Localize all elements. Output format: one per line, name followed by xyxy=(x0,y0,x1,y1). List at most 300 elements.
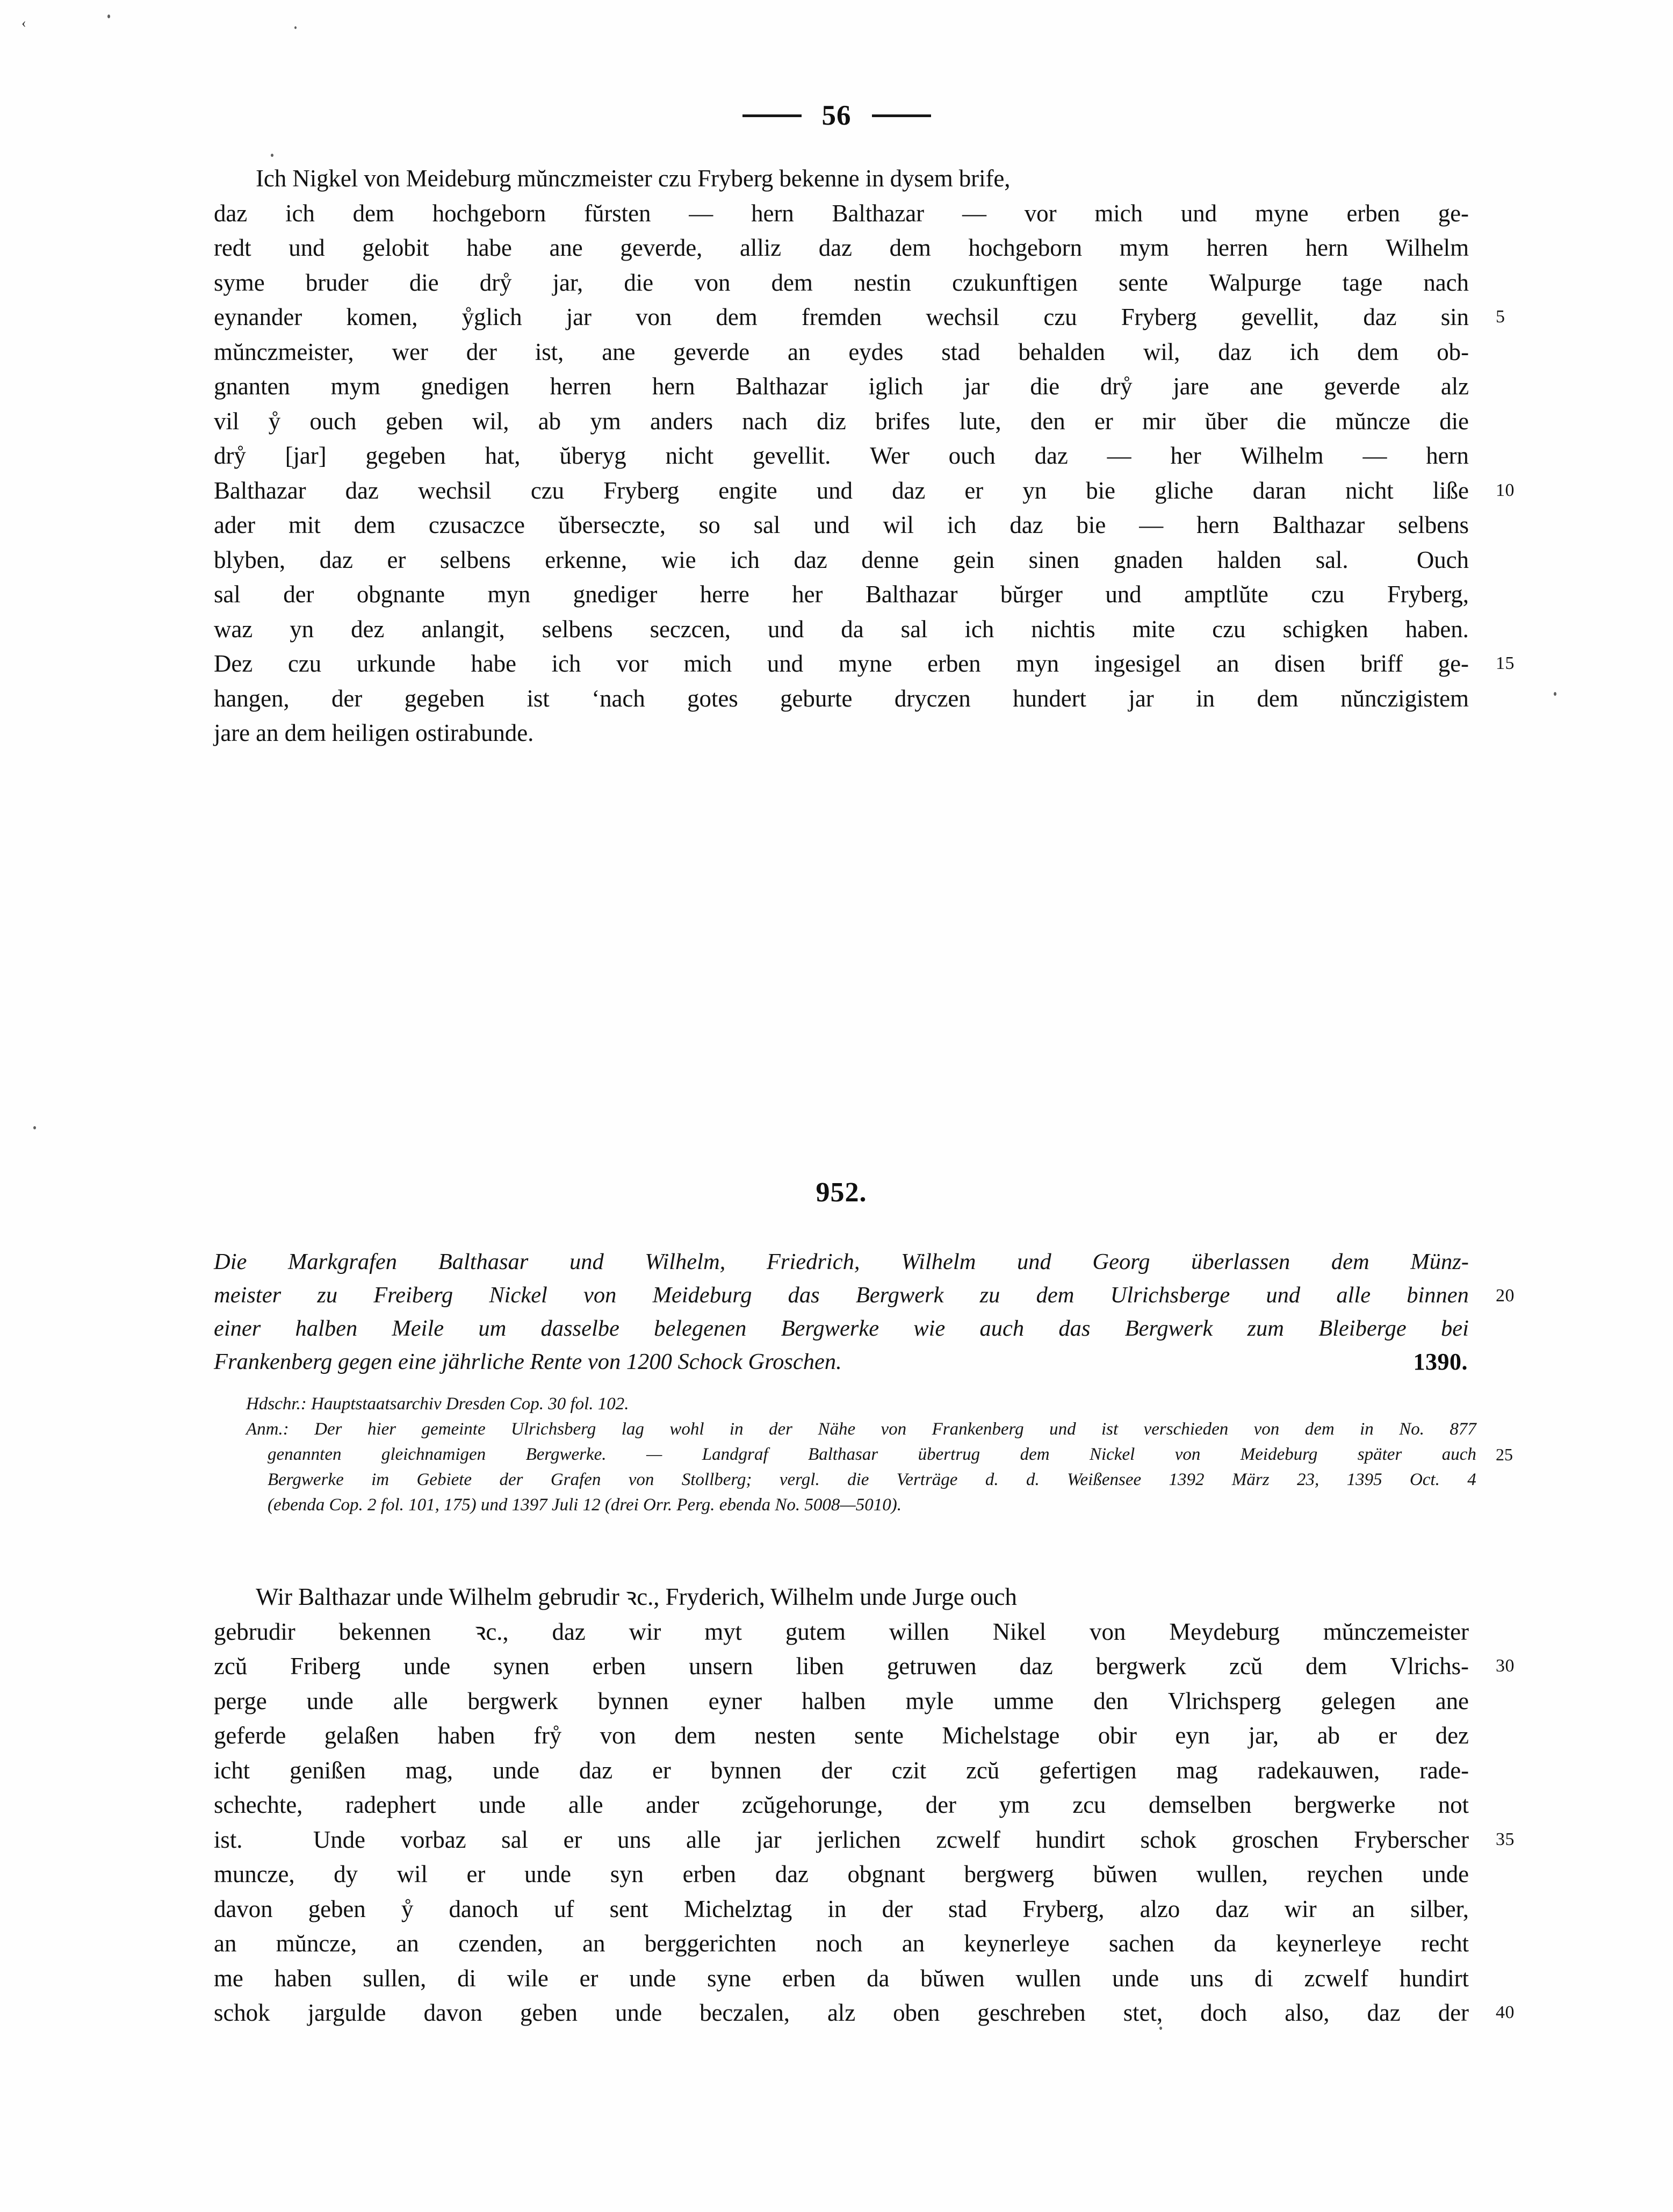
word: jar xyxy=(756,1826,782,1853)
word: hundert xyxy=(1013,685,1086,712)
word: ouch xyxy=(309,407,357,435)
word: in xyxy=(827,1895,847,1922)
line-text: Frankenberg gegen eine jährliche Rente von 1200 Schock Groschen. xyxy=(214,1349,842,1374)
word: nicht xyxy=(1345,477,1394,504)
word: Walpurge xyxy=(1209,269,1302,296)
text-line xyxy=(214,404,1469,439)
word: mŭnczmeister, xyxy=(214,338,354,365)
word: daz xyxy=(1009,511,1043,538)
text-line xyxy=(214,612,1469,647)
word: gebrudir xyxy=(214,1618,295,1645)
word: daz xyxy=(892,477,926,504)
word: ist, xyxy=(535,338,564,365)
word: doch xyxy=(1200,1999,1247,2026)
word: und xyxy=(813,511,850,538)
word: schigken xyxy=(1282,615,1368,643)
word: daz xyxy=(1215,1895,1249,1922)
word: geverde xyxy=(1324,373,1400,400)
word: daz xyxy=(775,1861,809,1887)
word: beczalen, xyxy=(700,1999,790,2026)
word: her xyxy=(792,581,823,608)
word: selbens xyxy=(1398,511,1469,538)
word: [jar] xyxy=(285,442,327,469)
word: not xyxy=(1438,1791,1469,1818)
word: Michelztag xyxy=(683,1895,792,1922)
word: halben xyxy=(802,1687,866,1714)
word: Nähe xyxy=(818,1420,856,1439)
word: von xyxy=(1174,1445,1201,1464)
text-line xyxy=(214,1718,1469,1753)
word: — xyxy=(1362,442,1387,469)
word: der xyxy=(925,1791,956,1818)
word: disen xyxy=(1274,650,1325,677)
word: hern xyxy=(751,199,794,227)
word: dryczen xyxy=(894,685,971,712)
word: rade- xyxy=(1419,1756,1469,1784)
word: von xyxy=(628,1470,654,1489)
word: gelobit xyxy=(362,234,429,261)
apparatus-line xyxy=(246,1493,1476,1518)
word: Balthazar xyxy=(865,581,958,608)
word: Wer xyxy=(870,442,910,469)
word: stad xyxy=(948,1895,987,1922)
word: sente xyxy=(854,1722,904,1749)
word: zcwelf xyxy=(936,1826,1000,1853)
word: radephert xyxy=(345,1791,436,1818)
word: lag xyxy=(621,1420,644,1439)
word: dem xyxy=(354,511,395,538)
word: daz xyxy=(1034,442,1068,469)
word: der xyxy=(466,338,497,365)
word: gegeben xyxy=(404,685,485,712)
word: gliche xyxy=(1155,477,1214,504)
word: ist xyxy=(527,685,550,712)
word: drẙ xyxy=(214,442,246,469)
word: Nickel xyxy=(1089,1445,1135,1464)
word: Fryberscher xyxy=(1354,1826,1469,1853)
word: wohl xyxy=(669,1420,704,1439)
word: vorbaz xyxy=(400,1826,466,1853)
text-line xyxy=(214,1857,1469,1892)
marginal-line-number: 15 xyxy=(1496,653,1515,673)
word: oben xyxy=(893,1999,940,2026)
word: daran xyxy=(1252,477,1307,504)
word: sullen, xyxy=(363,1964,427,1992)
word: herre xyxy=(700,581,749,608)
text-line xyxy=(214,161,1469,196)
word: syne xyxy=(706,1964,752,1992)
word: halben xyxy=(295,1316,358,1341)
word: syn xyxy=(610,1861,644,1887)
word: ane xyxy=(602,338,636,365)
word: 1392 xyxy=(1169,1470,1205,1489)
word: geschreben xyxy=(977,1999,1086,2026)
word: ich xyxy=(1289,338,1319,365)
word: jar xyxy=(964,373,990,400)
word: noch xyxy=(816,1930,863,1957)
text-line xyxy=(214,1753,1469,1788)
text-line xyxy=(214,335,1469,370)
word: Wilhelm xyxy=(901,1249,976,1274)
word: Ulrichsberg xyxy=(511,1420,596,1439)
word: der xyxy=(769,1420,793,1439)
word: czu xyxy=(530,477,564,504)
word: di xyxy=(457,1964,476,1992)
word: sin xyxy=(1440,304,1469,330)
word: gutem xyxy=(785,1618,846,1645)
word: lute, xyxy=(959,407,1001,435)
text-line xyxy=(214,1788,1469,1822)
regest-line xyxy=(214,1312,1469,1345)
word: fŭrsten xyxy=(584,199,651,227)
line-text: jare an dem heiligen ostirabunde. xyxy=(214,719,534,746)
word: No. xyxy=(1399,1420,1424,1439)
word: und xyxy=(816,477,853,504)
word: daz xyxy=(1019,1653,1053,1680)
word: erkenne, xyxy=(545,546,628,573)
word: ich xyxy=(947,511,977,538)
word: haben xyxy=(437,1722,495,1749)
word: halden xyxy=(1217,546,1282,573)
word: alz xyxy=(1440,373,1469,400)
word: sente xyxy=(1119,269,1169,296)
word: gevellit. xyxy=(752,442,831,469)
word: einer xyxy=(214,1316,261,1341)
word: ẙglich xyxy=(461,304,522,330)
word: ane xyxy=(549,234,583,261)
word: hern xyxy=(1426,442,1469,469)
word: an xyxy=(1352,1895,1375,1922)
line-text: Ich Nigkel von Meideburg mŭnczmeister czu Fryberg bekenne in dysem brife, xyxy=(256,165,1011,192)
text-line xyxy=(214,473,1515,508)
word: gelaßen xyxy=(324,1722,399,1749)
word: 877 xyxy=(1450,1420,1476,1439)
word: wechsil xyxy=(417,477,492,504)
word: gemeinte xyxy=(421,1420,486,1439)
word: Wilhelm xyxy=(1386,234,1469,261)
word: dem xyxy=(1306,1653,1347,1680)
word: gelegen xyxy=(1321,1687,1396,1714)
word: der xyxy=(821,1756,852,1784)
word: czu xyxy=(287,650,322,677)
word: czu xyxy=(1311,581,1345,608)
word: in xyxy=(1360,1420,1374,1439)
word: Vlrichs- xyxy=(1390,1653,1469,1680)
word: obgnant xyxy=(847,1861,925,1887)
word: dem xyxy=(674,1722,716,1749)
word: mym xyxy=(1119,234,1169,261)
word: komen, xyxy=(346,304,418,330)
word: der xyxy=(499,1470,523,1489)
word: ꝛc., xyxy=(474,1618,509,1645)
word: stad xyxy=(941,338,980,365)
word: vergl. xyxy=(779,1470,820,1489)
word: von xyxy=(1090,1618,1126,1645)
word: sal xyxy=(501,1826,528,1853)
word: Balthazar xyxy=(832,199,925,227)
word: und xyxy=(1049,1420,1076,1439)
word: liße xyxy=(1432,477,1469,504)
section-number: 952. xyxy=(816,1177,867,1208)
text-line xyxy=(214,508,1469,543)
word: mag xyxy=(1176,1756,1218,1784)
word: der xyxy=(283,581,314,608)
word: die xyxy=(847,1470,869,1489)
word: — xyxy=(1139,511,1164,538)
word: die xyxy=(1439,407,1469,435)
word: ist xyxy=(1101,1420,1119,1439)
word: ane xyxy=(1250,373,1283,400)
word: bergwerk xyxy=(467,1687,558,1714)
word: gnediger xyxy=(573,581,658,608)
word: — xyxy=(646,1445,662,1464)
text-line xyxy=(214,369,1469,404)
word: Bergwerk xyxy=(1124,1316,1213,1341)
word: unde xyxy=(615,1999,662,2026)
word: silber, xyxy=(1410,1895,1469,1922)
word: Dez xyxy=(214,650,253,677)
word: Der xyxy=(314,1420,342,1439)
word: gleichnamigen xyxy=(381,1445,486,1464)
word: Vlrichsperg xyxy=(1167,1687,1281,1714)
word: mym xyxy=(330,373,380,400)
word: hern xyxy=(1305,234,1349,261)
word: berggerichten xyxy=(644,1930,776,1957)
word: mich xyxy=(1094,199,1143,227)
word: die xyxy=(1030,373,1060,400)
word: ich xyxy=(730,546,760,573)
word: dasselbe xyxy=(540,1316,619,1341)
word: Frankenberg xyxy=(932,1420,1024,1439)
word: sachen xyxy=(1109,1930,1174,1957)
word: ŭberyg xyxy=(559,442,626,469)
word: Fryberg, xyxy=(1022,1895,1105,1922)
word: anlangit, xyxy=(421,615,505,643)
word: bŭwen xyxy=(1093,1861,1158,1887)
text-line xyxy=(214,438,1469,473)
word: Bergwerke. xyxy=(525,1445,607,1464)
word: unde xyxy=(479,1791,526,1818)
word: März xyxy=(1231,1470,1270,1489)
word: dez xyxy=(351,615,385,643)
marginal-line-number: 30 xyxy=(1496,1656,1515,1676)
word: davon xyxy=(214,1895,273,1922)
word: er xyxy=(652,1756,671,1784)
word: das xyxy=(788,1282,820,1308)
word: bynnen xyxy=(597,1687,669,1714)
rule-left-icon xyxy=(742,114,802,117)
word: Unde xyxy=(313,1826,365,1853)
word: radekauwen, xyxy=(1257,1756,1380,1784)
word: liben xyxy=(796,1653,844,1680)
word: und xyxy=(1266,1282,1301,1308)
word: frẙ xyxy=(533,1722,562,1749)
charter-body-951 xyxy=(214,161,1515,751)
word: — xyxy=(962,199,986,227)
word: belegenen xyxy=(654,1316,747,1341)
word: ge- xyxy=(1438,199,1469,227)
word: — xyxy=(1107,442,1131,469)
word: mite xyxy=(1132,615,1176,643)
word: dem xyxy=(716,304,758,330)
word: geben xyxy=(308,1895,366,1922)
word: ŭberseczte, xyxy=(558,511,666,538)
word: Balthazar xyxy=(214,477,306,504)
word: Balthasar xyxy=(438,1249,529,1274)
line-text: Hdschr.: Hauptstaatsarchiv Dresden Cop. 30 fol. 102. xyxy=(246,1394,629,1414)
word: hangen, xyxy=(214,685,290,712)
word: hern xyxy=(652,373,695,400)
text-line xyxy=(214,300,1505,335)
word: ich xyxy=(285,199,315,227)
word: er xyxy=(579,1964,598,1992)
word: hier xyxy=(367,1420,396,1439)
word: schok xyxy=(214,1999,270,2026)
text-line xyxy=(214,543,1469,578)
word: selbens xyxy=(542,615,613,643)
word: bruder xyxy=(305,269,369,296)
word: Fryberg, xyxy=(1387,581,1469,608)
word: haben. xyxy=(1405,615,1469,643)
marginal-line-number: 5 xyxy=(1496,307,1505,327)
text-line xyxy=(214,716,1469,751)
regest-line xyxy=(214,1245,1469,1279)
word: ander xyxy=(645,1791,700,1818)
word: zu xyxy=(979,1282,1000,1308)
word: herren xyxy=(550,373,611,400)
word: daz xyxy=(579,1756,613,1784)
word: zcŭ xyxy=(1229,1653,1263,1680)
word: Markgrafen xyxy=(288,1249,398,1274)
word: verschieden xyxy=(1143,1420,1229,1439)
word: der xyxy=(882,1895,913,1922)
word: unde xyxy=(403,1653,451,1680)
word: bergwerke xyxy=(1294,1791,1396,1818)
word: zum xyxy=(1247,1316,1284,1341)
word: sinen xyxy=(1028,546,1080,573)
word: mŭncze, xyxy=(276,1930,357,1957)
word: uns xyxy=(617,1826,651,1853)
text-line xyxy=(214,265,1469,300)
word: an xyxy=(214,1930,237,1957)
word: er xyxy=(964,477,984,504)
word: obgnante xyxy=(356,581,445,608)
word: an xyxy=(788,338,811,365)
word: bie xyxy=(1076,511,1106,538)
word: binnen xyxy=(1407,1282,1469,1308)
word: genißen xyxy=(290,1756,366,1784)
word: denne xyxy=(861,546,919,573)
word: 4 xyxy=(1467,1470,1476,1489)
word: in xyxy=(729,1420,744,1439)
word: und xyxy=(1105,581,1142,608)
word: uns xyxy=(1189,1964,1224,1992)
word: wil, xyxy=(1143,338,1180,365)
rule-right-icon xyxy=(872,114,931,117)
word: dem xyxy=(1020,1445,1050,1464)
word: geverde, xyxy=(620,234,703,261)
marginal-line-number: 35 xyxy=(1496,1829,1515,1849)
word: Nickel xyxy=(489,1282,547,1308)
scan-speck xyxy=(294,26,297,29)
word: an xyxy=(1216,650,1239,677)
word: erben xyxy=(782,1964,836,1992)
word: von xyxy=(694,269,731,296)
text-line xyxy=(214,1892,1469,1927)
word: eynander xyxy=(214,304,302,330)
word: und xyxy=(1180,199,1217,227)
word: die xyxy=(624,269,654,296)
word: später xyxy=(1357,1445,1402,1464)
word: wechsil xyxy=(926,304,1000,330)
word: Stollberg; xyxy=(681,1470,752,1489)
word: nicht xyxy=(665,442,714,469)
word: sent xyxy=(609,1895,648,1922)
word: alz xyxy=(827,1999,856,2026)
apparatus-block xyxy=(246,1392,1513,1518)
word: behalden xyxy=(1018,338,1105,365)
word: ŭber xyxy=(1205,407,1248,435)
marginal-line-number: 10 xyxy=(1496,480,1515,500)
word: synen xyxy=(493,1653,550,1680)
word: nestin xyxy=(854,269,911,296)
word: in xyxy=(1196,685,1215,712)
word: er xyxy=(1094,407,1113,435)
text-line xyxy=(214,646,1515,681)
word: Balthazar xyxy=(1272,511,1365,538)
word: zcwelf xyxy=(1304,1964,1368,1992)
word: meister xyxy=(214,1282,282,1308)
word: eyner xyxy=(708,1687,762,1714)
word: dem xyxy=(1036,1282,1075,1308)
word: gegeben xyxy=(365,442,446,469)
word: überlassen xyxy=(1191,1249,1290,1274)
word: eyn xyxy=(1175,1722,1210,1749)
word: danoch xyxy=(449,1895,518,1922)
word: jar xyxy=(566,304,592,330)
word: daz xyxy=(818,234,852,261)
text-line xyxy=(214,577,1469,612)
word: icht xyxy=(214,1756,250,1784)
word: dem xyxy=(771,269,813,296)
word: ab xyxy=(1317,1722,1340,1749)
word: gevellit, xyxy=(1241,304,1319,330)
word: Fryberg xyxy=(1121,304,1197,330)
word: von xyxy=(881,1420,907,1439)
word: jar, xyxy=(1248,1722,1279,1749)
word: Anm.: xyxy=(246,1420,289,1439)
word: hundirt xyxy=(1399,1964,1469,1992)
scan-speck xyxy=(271,154,273,157)
word: unde xyxy=(1422,1861,1469,1887)
word: gnaden xyxy=(1113,546,1184,573)
word: mich xyxy=(683,650,732,677)
word: myle xyxy=(905,1687,954,1714)
word: keynerleye xyxy=(1275,1930,1382,1957)
word: alle xyxy=(393,1687,428,1714)
word: urkunde xyxy=(356,650,436,677)
word: yn xyxy=(1022,477,1047,504)
word: habe xyxy=(471,650,516,677)
word: Wilhelm, xyxy=(645,1249,726,1274)
word: unde xyxy=(524,1861,572,1887)
word: Meile xyxy=(392,1316,444,1341)
word: d. xyxy=(985,1470,999,1489)
word: das xyxy=(1058,1316,1091,1341)
regest-block xyxy=(214,1245,1515,1379)
word: ingesigel xyxy=(1094,650,1181,677)
word: amptlŭte xyxy=(1184,581,1268,608)
